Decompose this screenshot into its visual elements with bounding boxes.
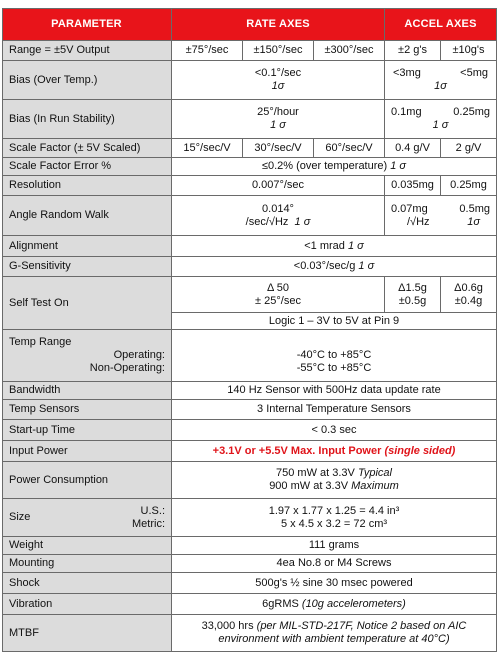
- self-test-accel-1: [385, 277, 441, 313]
- temp-range-label: Temp Range: [9, 336, 72, 348]
- bias-temp-accel: [385, 61, 497, 100]
- row-bias-run-label: [2, 100, 172, 139]
- range-rate-1-value: ±75°/sec: [185, 44, 229, 56]
- bias-run-accel-sigma: 1 σ: [432, 119, 449, 131]
- scale-factor-rate-2: [243, 139, 314, 158]
- bias-run-accel-2-value: 0.25mg: [453, 106, 490, 118]
- size-us: 1.97 x 1.77 x 1.25 = 4.4 in³: [268, 504, 400, 517]
- bias-run-rate-sigma: 1 σ: [270, 119, 286, 131]
- temp-sensors-value: 3 Internal Temperature Sensors: [257, 403, 411, 415]
- scale-factor-rate-3-value: 60°/sec/V: [325, 141, 373, 154]
- scale-factor-rate-3: [314, 139, 385, 158]
- resolution-accel-2-value: 0.25mg: [450, 179, 487, 191]
- startup-value: < 0.3 sec: [311, 423, 357, 436]
- temp-range-non-operating: -55°C to +85°C: [296, 362, 372, 374]
- mtbf-line1-em: (per MIL-STD-217F, Notice 2 based on AIC: [256, 620, 467, 632]
- arw-rate: [172, 196, 385, 236]
- row-arw-label: [2, 196, 172, 236]
- row-weight-label: [2, 537, 172, 555]
- temp-sensors-label: Temp Sensors: [9, 403, 80, 415]
- bias-run-rate: [172, 100, 385, 139]
- row-bias-temp-label: [2, 61, 172, 100]
- alignment-label: Alignment: [9, 239, 58, 252]
- range-rate-3-value: ±300°/sec: [324, 44, 374, 56]
- arw-accel: [385, 196, 497, 236]
- range-accel-1-value: ±2 g's: [398, 44, 427, 56]
- range-rate-2: [243, 41, 314, 61]
- resolution-accel-1: [385, 176, 441, 196]
- self-test-accel-2: [441, 277, 497, 313]
- scale-factor-rate-2-value: 30°/sec/V: [254, 141, 302, 154]
- bandwidth-value-cell: [172, 382, 497, 400]
- range-rate-3: [314, 41, 385, 61]
- mounting-label: Mounting: [9, 557, 55, 569]
- self-test-accel-2-line1: Δ0.6g: [454, 281, 483, 294]
- temp-range-operating: -40°C to +85°C: [296, 349, 372, 361]
- range-label: Range = ±5V Output: [9, 44, 110, 56]
- size-label: Size: [9, 511, 31, 523]
- self-test-logic: Logic 1 – 3V to 5V at Pin 9: [268, 314, 400, 327]
- size-metric-label: Metric:: [132, 517, 165, 530]
- row-size-label: [2, 499, 172, 537]
- arw-accel-sigma: 1σ: [467, 215, 480, 228]
- bandwidth-value: 140 Hz Sensor with 500Hz data update rate: [227, 384, 441, 396]
- row-mtbf-label: [2, 615, 172, 652]
- bias-temp-rate-sigma: 1σ: [271, 80, 285, 92]
- scale-factor-label: Scale Factor (± 5V Scaled): [9, 141, 141, 154]
- shock-value: 500g's ½ sine 30 msec powered: [255, 576, 413, 589]
- bias-temp-accel-2-value: <5mg: [460, 67, 488, 79]
- vibration-value-cell: [172, 594, 497, 615]
- row-g-sensitivity-label: [2, 257, 172, 277]
- vibration-note: (10g accelerometers): [301, 597, 406, 610]
- scale-error-value: ≤0.2% (over temperature): [261, 160, 388, 172]
- mtbf-value-cell: [172, 615, 497, 652]
- self-test-logic-cell: [172, 313, 497, 330]
- temp-range-operating-label: Operating:: [113, 349, 165, 361]
- startup-label: Start-up Time: [9, 423, 76, 436]
- range-accel-1: [385, 41, 441, 61]
- input-power-value-cell: [172, 441, 497, 462]
- weight-label: Weight: [9, 539, 44, 551]
- power-label: Power Consumption: [9, 473, 109, 486]
- weight-value-cell: [172, 537, 497, 555]
- self-test-accel-2-line2: ±0.4g: [454, 294, 483, 307]
- startup-value-cell: [172, 420, 497, 441]
- resolution-rate-value: 0.007°/sec: [251, 179, 305, 191]
- bias-temp-accel-1-value: <3mg: [393, 67, 421, 79]
- header-rate-axes-label: RATE AXES: [246, 17, 310, 30]
- bias-temp-rate: [172, 61, 385, 100]
- power-line2: 900 mW at 3.3V: [269, 480, 349, 492]
- power-line1-em: Typical: [357, 467, 392, 479]
- alignment-value: <1 mrad: [304, 239, 345, 252]
- resolution-label: Resolution: [9, 179, 61, 191]
- resolution-accel-2: [441, 176, 497, 196]
- alignment-value-cell: [172, 236, 497, 257]
- input-power-label: Input Power: [9, 444, 68, 457]
- range-rate-1: [172, 41, 243, 61]
- arw-label: Angle Random Walk: [9, 209, 109, 221]
- vibration-label: Vibration: [9, 597, 53, 610]
- row-self-test-label: [2, 277, 172, 330]
- scale-factor-rate-1-value: 15°/sec/V: [183, 141, 231, 154]
- input-power-note: (single sided): [384, 444, 456, 457]
- bias-temp-label: Bias (Over Temp.): [9, 73, 98, 86]
- self-test-rate-line1: Δ 50: [266, 281, 290, 294]
- arw-rate-line2: /sec/√Hz: [245, 215, 289, 228]
- mtbf-line1: 33,000 hrs: [201, 620, 254, 632]
- g-sensitivity-value-cell: [172, 257, 497, 277]
- temp-sensors-value-cell: [172, 400, 497, 420]
- scale-factor-accel-2: [441, 139, 497, 158]
- scale-factor-rate-1: [172, 139, 243, 158]
- arw-accel-2-value: 0.5mg: [459, 202, 490, 215]
- scale-error-label: Scale Factor Error %: [9, 160, 112, 172]
- scale-factor-accel-1: [385, 139, 441, 158]
- row-mounting-label: [2, 555, 172, 573]
- header-parameter-label: PARAMETER: [51, 17, 122, 30]
- row-input-power-label: [2, 441, 172, 462]
- resolution-rate: [172, 176, 385, 196]
- alignment-sigma: 1 σ: [347, 239, 364, 252]
- row-alignment-label: [2, 236, 172, 257]
- row-vibration-label: [2, 594, 172, 615]
- row-power-label: [2, 462, 172, 499]
- range-accel-2-value: ±10g's: [452, 44, 485, 56]
- scale-factor-accel-2-value: 2 g/V: [455, 141, 482, 154]
- size-value-cell: [172, 499, 497, 537]
- temp-range-values: [172, 330, 497, 382]
- bias-run-accel-1-value: 0.1mg: [391, 106, 422, 118]
- row-scale-error-label: [2, 158, 172, 176]
- shock-label: Shock: [9, 576, 40, 589]
- arw-accel-unit: /√Hz: [407, 215, 430, 228]
- row-bandwidth-label: [2, 382, 172, 400]
- range-accel-2: [441, 41, 497, 61]
- header-rate-axes: [172, 8, 385, 41]
- mtbf-label: MTBF: [9, 626, 39, 639]
- header-parameter: [2, 8, 172, 41]
- scale-error-sigma: 1 σ: [390, 160, 407, 172]
- self-test-accel-1-line2: ±0.5g: [398, 294, 427, 307]
- row-range-label: [2, 41, 172, 61]
- vibration-value: 6gRMS: [262, 597, 299, 610]
- range-rate-2-value: ±150°/sec: [253, 44, 303, 56]
- power-line2-em: Maximum: [351, 480, 399, 492]
- mounting-value-cell: [172, 555, 497, 573]
- weight-value: 111 grams: [308, 539, 360, 551]
- input-power-value: +3.1V or +5.5V Max. Input Power: [212, 444, 382, 457]
- self-test-rate-line2: ± 25°/sec: [255, 294, 301, 307]
- self-test-label: Self Test On: [9, 296, 69, 309]
- bias-temp-accel-sigma: 1σ: [434, 80, 447, 92]
- g-sensitivity-sigma: 1 σ: [358, 260, 375, 272]
- bias-run-rate-value: 25°/hour: [257, 106, 299, 118]
- arw-rate-line1: 0.014°: [262, 202, 294, 215]
- row-temp-range-label: [2, 330, 172, 382]
- scale-error-value-cell: [172, 158, 497, 176]
- header-accel-axes: [385, 8, 497, 41]
- power-line1: 750 mW at 3.3V: [276, 467, 355, 479]
- header-accel-axes-label: ACCEL AXES: [404, 17, 477, 30]
- arw-accel-1-value: 0.07mg: [391, 202, 428, 215]
- power-value-cell: [172, 462, 497, 499]
- size-us-label: U.S.:: [140, 504, 165, 517]
- temp-range-non-operating-label: Non-Operating:: [89, 362, 165, 374]
- bias-run-accel: [385, 100, 497, 139]
- row-startup-label: [2, 420, 172, 441]
- self-test-accel-1-line1: Δ1.5g: [398, 281, 427, 294]
- self-test-rate: [172, 277, 385, 313]
- g-sensitivity-label: G-Sensitivity: [9, 260, 71, 272]
- row-resolution-label: [2, 176, 172, 196]
- resolution-accel-1-value: 0.035mg: [391, 179, 434, 191]
- bandwidth-label: Bandwidth: [9, 384, 61, 396]
- shock-value-cell: [172, 573, 497, 594]
- mtbf-line2-em: environment with ambient temperature at 40°C): [218, 633, 450, 645]
- size-metric: 5 x 4.5 x 3.2 = 72 cm³: [280, 517, 388, 530]
- g-sensitivity-value: <0.03°/sec/g: [293, 260, 356, 272]
- row-shock-label: [2, 573, 172, 594]
- row-scale-factor-label: [2, 139, 172, 158]
- bias-temp-rate-value: <0.1°/sec: [254, 67, 302, 79]
- row-temp-sensors-label: [2, 400, 172, 420]
- mounting-value: 4ea No.8 or M4 Screws: [276, 557, 392, 569]
- bias-run-label: Bias (In Run Stability): [9, 112, 115, 125]
- arw-rate-sigma: 1 σ: [294, 215, 311, 228]
- scale-factor-accel-1-value: 0.4 g/V: [395, 141, 430, 154]
